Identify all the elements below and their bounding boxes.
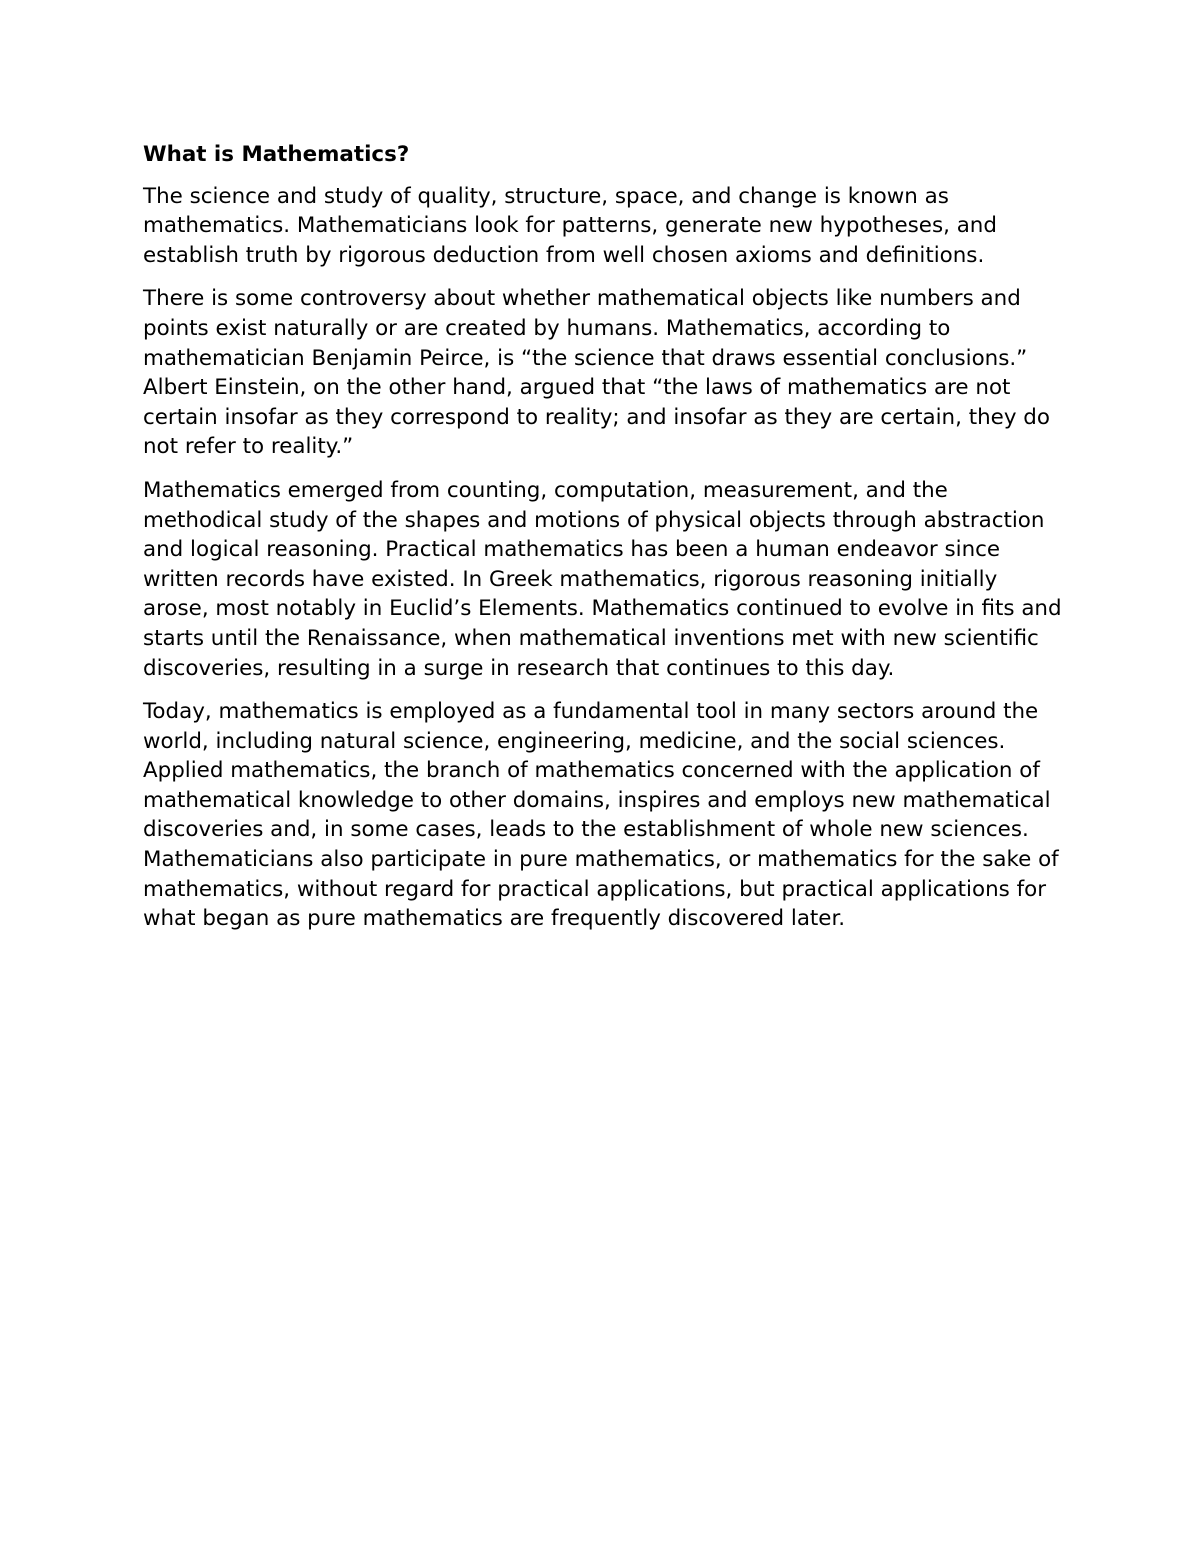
paragraph-2: There is some controversy about whether mathematical objects like numbers and points exist naturally or are created by humans. Mathematics, according to mathematician Benjamin Peirce, is “the science that draws essential conclusions.” Albert Einstein, on the other hand, argued that “the laws of mathematics are not certain insofar as they correspond to reality; and insofar as they are certain, they do not refer to reality.” bbox=[143, 286, 1050, 460]
document-title: What is Mathematics? bbox=[143, 142, 410, 167]
document-body bbox=[143, 140, 1068, 948]
paragraph-3: Mathematics emerged from counting, computation, measurement, and the methodical study of the shapes and motions of physical objects through abstraction and logical reasoning. Practical mathematics has been a human endeavor since written records have existed. In Greek mathematics, rigorous reasoning initially arose, most notably in Euclid’s Elements. Mathematics continued to evolve in fits and starts until the Renaissance, when mathematical inventions met with new scientific discoveries, resulting in a surge in research that continues to this day. bbox=[143, 477, 1062, 681]
paragraph-4: Today, mathematics is employed as a fundamental tool in many sectors around the world, including natural science, engineering, medicine, and the social sciences. Applied mathematics, the branch of mathematics concerned with the application of mathematical knowledge to other domains, inspires and employs new mathematical discoveries and, in some cases, leads to the establishment of whole new sciences. Mathematicians also participate in pure mathematics, or mathematics for the sake of mathematics, without regard for practical applications, but practical applications for what began as pure mathematics are frequently discovered later. bbox=[143, 699, 1059, 932]
paragraph-1: The science and study of quality, structure, space, and change is known as mathematics. Mathematicians look for patterns, generate new hypotheses, and establish truth by rigorous deduction from well chosen axioms and definitions. bbox=[143, 183, 997, 268]
